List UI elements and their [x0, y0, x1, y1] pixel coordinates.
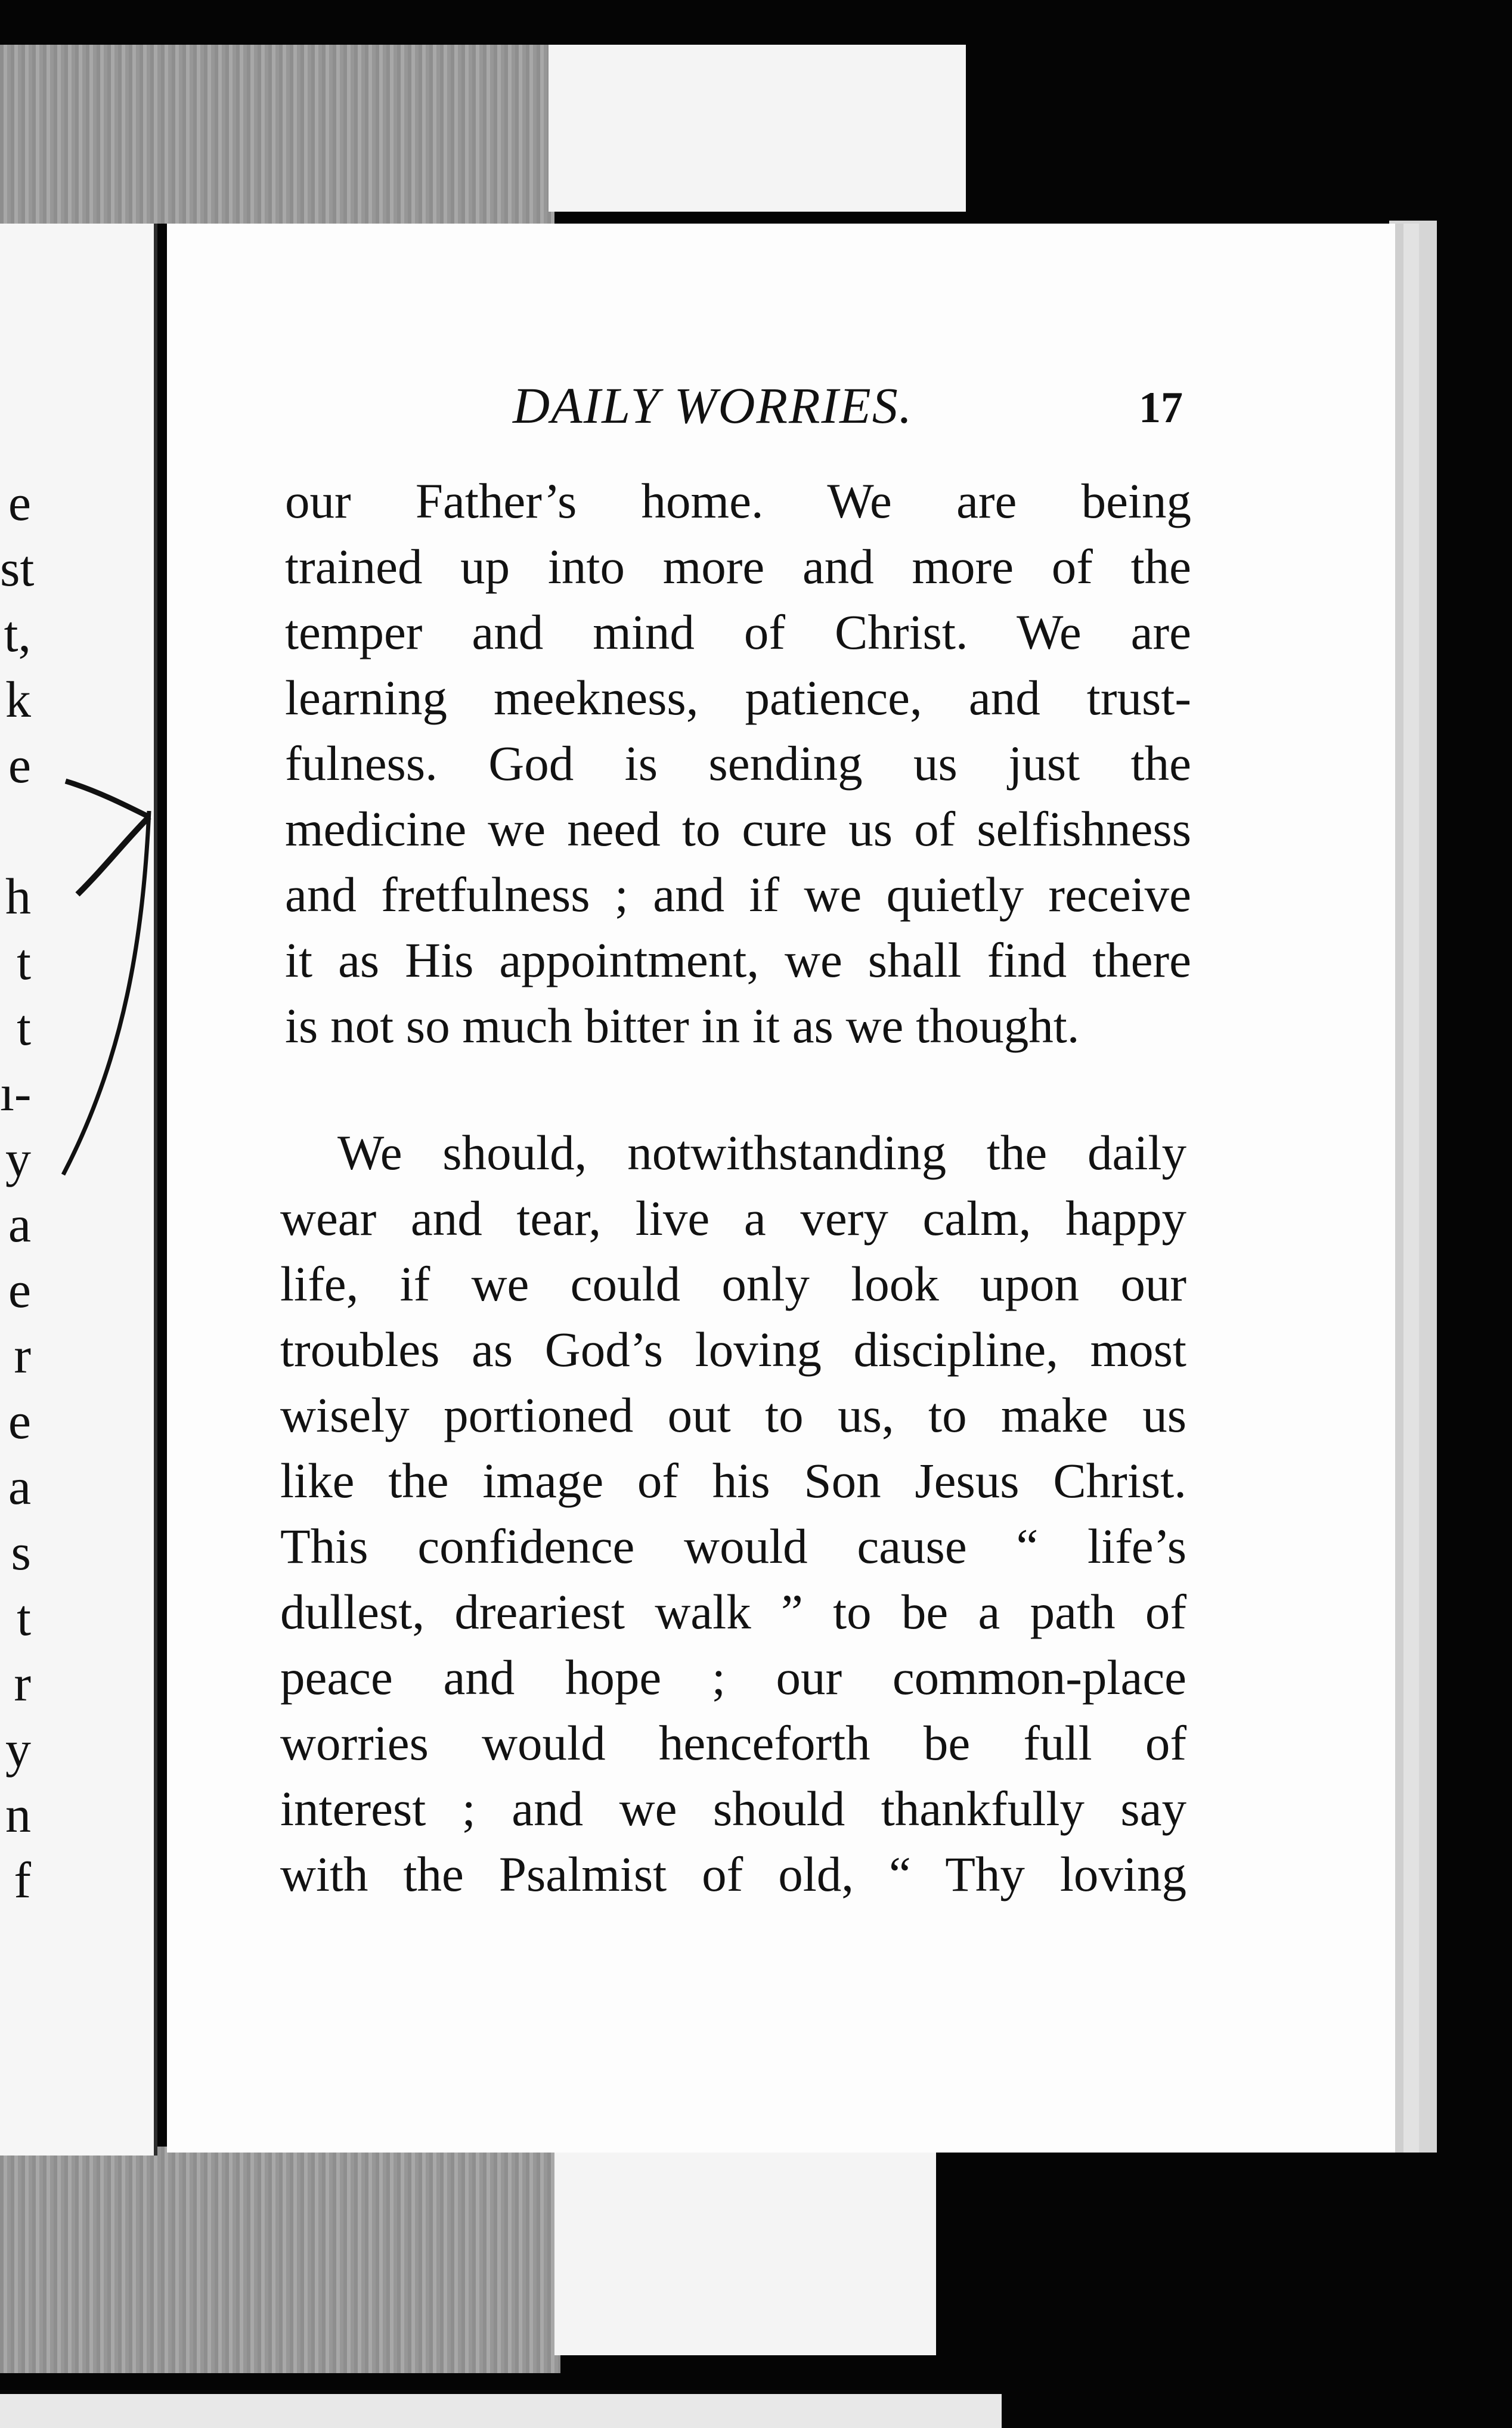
left-page-fragment: a [8, 1458, 31, 1515]
text-line: learning meekness, patience, and trust- [285, 670, 1191, 725]
text-line: interest ; and we should thankfully say [280, 1781, 1186, 1836]
left-page-fragment: s [11, 1523, 31, 1581]
left-page-fragment: st [0, 540, 35, 597]
pencil-arrow-mark [60, 757, 167, 1187]
paper-band-bottom [554, 2153, 936, 2355]
text-line: worries would henceforth be full of [280, 1715, 1186, 1770]
left-page-fragment: k [5, 671, 31, 728]
paragraph-1 [285, 468, 1191, 1058]
text-line: temper and mind of Christ. We are [285, 605, 1191, 659]
left-page-edge [0, 224, 156, 2156]
text-line: is not so much bitter in it as we thought. [285, 998, 1080, 1053]
text-line: This confidence would cause “ life’s [280, 1519, 1186, 1574]
text-line: medicine we need to cure us of selfishness [285, 801, 1191, 856]
left-page-fragment: a [8, 1196, 31, 1253]
left-page-fragment: e [8, 1261, 31, 1318]
left-page-fragment: e [8, 736, 31, 794]
paragraph-2 [280, 1120, 1186, 1907]
text-line: life, if we could only look upon our [280, 1256, 1186, 1311]
text-line: fulness. God is sending us just the [285, 736, 1191, 791]
text-line: with the Psalmist of old, “ Thy loving [280, 1847, 1186, 1901]
text-line: it as His appointment, we shall find there [285, 933, 1191, 987]
left-page-fragment: h [5, 868, 31, 925]
running-header: DAILY WORRIES. [513, 377, 913, 434]
left-page-fragment: ı- [0, 1064, 32, 1122]
base-strip [0, 2394, 1002, 2428]
left-page-fragment: y [5, 1130, 31, 1187]
text-line: and fretfulness ; and if we quietly receive [285, 867, 1191, 922]
text-line: trained up into more and more of the [285, 539, 1191, 594]
left-page-fragment: e [8, 1392, 31, 1450]
page-number: 17 [1139, 383, 1183, 432]
text-line: dullest, dreariest walk ” to be a path of [280, 1584, 1186, 1639]
text-line: We should, notwithstanding the daily [337, 1125, 1186, 1180]
text-line: peace and hope ; our common-place [280, 1650, 1186, 1705]
paper-band-top [549, 45, 966, 212]
text-line: like the image of his Son Jesus Christ. [280, 1453, 1186, 1508]
text-line: troubles as God’s loving discipline, most [280, 1322, 1186, 1377]
book-spine [154, 224, 157, 2156]
left-page-fragment: y [5, 1720, 31, 1777]
text-line: wisely portioned out to us, to make us [280, 1388, 1186, 1442]
left-page-fragment: r [14, 1655, 31, 1712]
text-line: wear and tear, live a very calm, happy [280, 1191, 1186, 1246]
left-page-fragment: t [17, 999, 31, 1056]
left-page-fragment: f [14, 1851, 31, 1909]
left-page-fragment: t [17, 933, 31, 990]
left-page-fragment: n [5, 1786, 31, 1843]
binding-tape-bottom [0, 2147, 560, 2373]
left-page-fragment: t, [4, 605, 31, 662]
left-page-fragment: e [8, 474, 31, 531]
left-page-fragment: t [17, 1589, 31, 1646]
text-line: our Father’s home. We are being [285, 473, 1191, 528]
binding-tape-top [0, 45, 554, 224]
left-page-fragment: r [14, 1327, 31, 1384]
